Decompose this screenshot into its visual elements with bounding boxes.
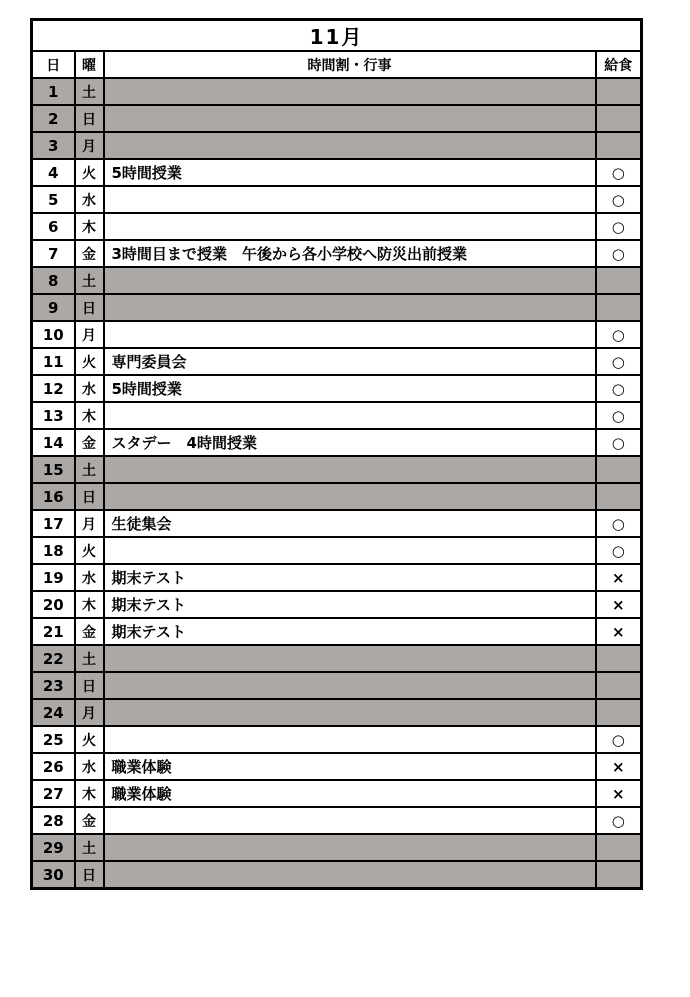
day-row <box>32 105 642 132</box>
weekday-cell: 水 <box>75 564 104 591</box>
day-row <box>32 348 642 375</box>
lunch-cell <box>596 132 642 159</box>
weekday-cell: 水 <box>75 186 104 213</box>
weekday-cell: 日 <box>75 861 104 889</box>
weekday-cell: 月 <box>75 132 104 159</box>
title-row <box>32 20 642 52</box>
schedule-cell <box>104 699 596 726</box>
weekday-cell: 月 <box>75 510 104 537</box>
day-row <box>32 240 642 267</box>
day-number-cell: 10 <box>32 321 75 348</box>
day-number-cell: 2 <box>32 105 75 132</box>
day-number-cell: 11 <box>32 348 75 375</box>
weekday-cell: 日 <box>75 105 104 132</box>
day-number-cell: 19 <box>32 564 75 591</box>
weekday-cell: 水 <box>75 753 104 780</box>
weekday-cell: 月 <box>75 321 104 348</box>
lunch-cell <box>596 78 642 105</box>
day-row <box>32 780 642 807</box>
day-number-cell: 9 <box>32 294 75 321</box>
lunch-cell: × <box>596 618 642 645</box>
day-number-cell: 4 <box>32 159 75 186</box>
schedule-cell: 生徒集会 <box>104 510 596 537</box>
day-row <box>32 564 642 591</box>
day-row <box>32 861 642 889</box>
lunch-cell <box>596 456 642 483</box>
weekday-cell: 木 <box>75 402 104 429</box>
schedule-cell <box>104 483 596 510</box>
day-number-cell: 7 <box>32 240 75 267</box>
day-number-cell: 14 <box>32 429 75 456</box>
weekday-cell: 月 <box>75 699 104 726</box>
day-row <box>32 483 642 510</box>
weekday-cell: 金 <box>75 618 104 645</box>
day-number-cell: 23 <box>32 672 75 699</box>
lunch-cell <box>596 105 642 132</box>
schedule-cell <box>104 78 596 105</box>
lunch-cell <box>596 267 642 294</box>
header-lunch: 給食 <box>596 51 642 78</box>
lunch-cell: × <box>596 780 642 807</box>
lunch-cell <box>596 834 642 861</box>
day-row <box>32 807 642 834</box>
lunch-cell <box>596 294 642 321</box>
schedule-cell <box>104 726 596 753</box>
schedule-cell <box>104 105 596 132</box>
day-row <box>32 267 642 294</box>
schedule-cell <box>104 861 596 889</box>
day-row <box>32 618 642 645</box>
lunch-cell <box>596 645 642 672</box>
day-number-cell: 6 <box>32 213 75 240</box>
day-number-cell: 15 <box>32 456 75 483</box>
lunch-cell: ○ <box>596 375 642 402</box>
calendar-body <box>32 78 642 889</box>
schedule-cell <box>104 294 596 321</box>
weekday-cell: 土 <box>75 456 104 483</box>
schedule-cell: 期末テスト <box>104 591 596 618</box>
lunch-cell: ○ <box>596 402 642 429</box>
weekday-cell: 日 <box>75 672 104 699</box>
day-number-cell: 29 <box>32 834 75 861</box>
schedule-cell: 職業体験 <box>104 753 596 780</box>
header-weekday: 曜 <box>75 51 104 78</box>
day-number-cell: 26 <box>32 753 75 780</box>
day-row <box>32 78 642 105</box>
lunch-cell: ○ <box>596 807 642 834</box>
weekday-cell: 金 <box>75 429 104 456</box>
lunch-cell <box>596 861 642 889</box>
weekday-cell: 土 <box>75 834 104 861</box>
day-number-cell: 28 <box>32 807 75 834</box>
lunch-cell: ○ <box>596 348 642 375</box>
day-row <box>32 186 642 213</box>
lunch-cell <box>596 699 642 726</box>
lunch-cell: × <box>596 753 642 780</box>
calendar-table <box>30 18 643 890</box>
day-number-cell: 8 <box>32 267 75 294</box>
schedule-cell <box>104 672 596 699</box>
schedule-cell: 5時間授業 <box>104 375 596 402</box>
lunch-cell: ○ <box>596 429 642 456</box>
header-day: 日 <box>32 51 75 78</box>
schedule-cell <box>104 537 596 564</box>
weekday-cell: 日 <box>75 483 104 510</box>
schedule-cell: 期末テスト <box>104 564 596 591</box>
schedule-cell <box>104 321 596 348</box>
header-schedule: 時間割・行事 <box>104 51 596 78</box>
schedule-cell <box>104 132 596 159</box>
day-row <box>32 591 642 618</box>
day-row <box>32 375 642 402</box>
day-row <box>32 294 642 321</box>
day-number-cell: 13 <box>32 402 75 429</box>
weekday-cell: 木 <box>75 213 104 240</box>
schedule-cell <box>104 834 596 861</box>
day-number-cell: 18 <box>32 537 75 564</box>
schedule-cell: 期末テスト <box>104 618 596 645</box>
weekday-cell: 火 <box>75 726 104 753</box>
day-number-cell: 3 <box>32 132 75 159</box>
day-row <box>32 699 642 726</box>
day-number-cell: 24 <box>32 699 75 726</box>
day-row <box>32 456 642 483</box>
day-row <box>32 429 642 456</box>
schedule-cell: 5時間授業 <box>104 159 596 186</box>
day-row <box>32 672 642 699</box>
weekday-cell: 木 <box>75 591 104 618</box>
weekday-cell: 木 <box>75 780 104 807</box>
day-row <box>32 213 642 240</box>
weekday-cell: 火 <box>75 348 104 375</box>
day-row <box>32 132 642 159</box>
header-row <box>32 51 642 78</box>
schedule-cell <box>104 213 596 240</box>
day-row <box>32 753 642 780</box>
lunch-cell: ○ <box>596 213 642 240</box>
schedule-cell: 3時間目まで授業 午後から各小学校へ防災出前授業 <box>104 240 596 267</box>
day-row <box>32 321 642 348</box>
schedule-cell <box>104 186 596 213</box>
schedule-cell <box>104 645 596 672</box>
lunch-cell <box>596 483 642 510</box>
lunch-cell: ○ <box>596 240 642 267</box>
lunch-cell: ○ <box>596 186 642 213</box>
lunch-cell: ○ <box>596 321 642 348</box>
day-number-cell: 20 <box>32 591 75 618</box>
day-row <box>32 402 642 429</box>
schedule-cell <box>104 456 596 483</box>
day-number-cell: 17 <box>32 510 75 537</box>
day-row <box>32 834 642 861</box>
day-number-cell: 25 <box>32 726 75 753</box>
day-row <box>32 510 642 537</box>
lunch-cell: × <box>596 591 642 618</box>
day-number-cell: 22 <box>32 645 75 672</box>
schedule-cell: 専門委員会 <box>104 348 596 375</box>
weekday-cell: 金 <box>75 807 104 834</box>
weekday-cell: 土 <box>75 78 104 105</box>
lunch-cell: ○ <box>596 159 642 186</box>
lunch-cell <box>596 672 642 699</box>
weekday-cell: 金 <box>75 240 104 267</box>
schedule-cell <box>104 402 596 429</box>
day-row <box>32 159 642 186</box>
month-title: 11月 <box>32 20 642 52</box>
day-number-cell: 21 <box>32 618 75 645</box>
schedule-cell <box>104 807 596 834</box>
day-number-cell: 27 <box>32 780 75 807</box>
weekday-cell: 日 <box>75 294 104 321</box>
weekday-cell: 火 <box>75 537 104 564</box>
weekday-cell: 土 <box>75 267 104 294</box>
day-row <box>32 537 642 564</box>
day-row <box>32 726 642 753</box>
day-number-cell: 30 <box>32 861 75 889</box>
day-row <box>32 645 642 672</box>
weekday-cell: 水 <box>75 375 104 402</box>
schedule-cell <box>104 267 596 294</box>
day-number-cell: 16 <box>32 483 75 510</box>
day-number-cell: 1 <box>32 78 75 105</box>
weekday-cell: 土 <box>75 645 104 672</box>
lunch-cell: ○ <box>596 726 642 753</box>
weekday-cell: 火 <box>75 159 104 186</box>
lunch-cell: ○ <box>596 510 642 537</box>
schedule-cell: 職業体験 <box>104 780 596 807</box>
schedule-cell: スタデー 4時間授業 <box>104 429 596 456</box>
day-number-cell: 12 <box>32 375 75 402</box>
lunch-cell: × <box>596 564 642 591</box>
lunch-cell: ○ <box>596 537 642 564</box>
day-number-cell: 5 <box>32 186 75 213</box>
